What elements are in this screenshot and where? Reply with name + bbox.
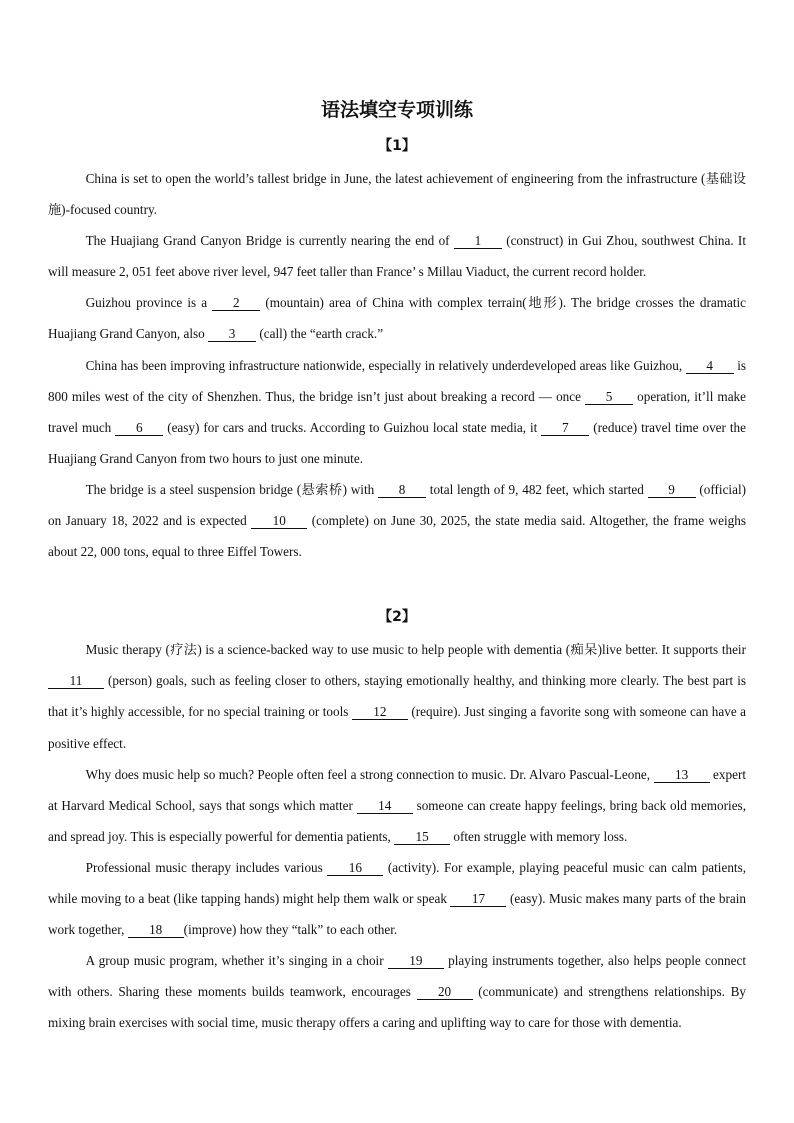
paragraph-text: A group music program, whether it’s singing in a choir: [85, 953, 388, 969]
paragraph-text: operation, it’ll make travel much: [48, 388, 746, 435]
answer-blank[interactable]: 7: [541, 420, 589, 436]
paragraph: [48, 474, 746, 567]
paragraph-text: (mountain) area of China with complex terrain(地形). The bridge crosses the dramatic Huajiang Grand Canyon, also: [48, 295, 747, 342]
paragraph: [48, 287, 746, 349]
answer-blank[interactable]: 19: [388, 953, 444, 969]
paragraph-text: (person) goals, such as feeling closer to others, staying emotionally healthy, and thinking more clearly. The best part is that it’s highly accessible, for no special training or tools: [48, 673, 746, 720]
paragraph-text: Professional music therapy includes various: [85, 859, 328, 875]
paragraph: [48, 852, 746, 945]
paragraph-text: (call) the “earth crack.”: [256, 326, 384, 342]
paragraph-text: (construct) in Gui Zhou, southwest China. It will measure 2, 051 feet above river level, 947 feet taller than France’ s Millau Viaduct, the current record holder.: [48, 233, 746, 280]
paragraph-text: The bridge is a steel suspension bridge (悬索桥) with: [85, 481, 379, 497]
paragraph-text: expert at Harvard Medical School, says that songs which matter: [48, 766, 746, 813]
paragraph-text: playing instruments together, also helps people connect with others. Sharing these moments builds teamwork, encourages: [48, 953, 746, 1000]
paragraph-text: (reduce) travel time over the Huajiang Grand Canyon from two hours to just one minute.: [48, 419, 746, 466]
paragraph-text: (easy). Music makes many parts of the brain work together,: [48, 890, 747, 938]
answer-blank[interactable]: 18: [128, 922, 184, 938]
answer-blank[interactable]: 17: [450, 891, 506, 907]
answer-blank[interactable]: 16: [327, 860, 383, 876]
answer-blank[interactable]: 14: [357, 798, 413, 814]
answer-blank[interactable]: 12: [352, 704, 408, 720]
paragraph-text: China is set to open the world’s tallest bridge in June, the latest achievement of engineering from the infrastructure (基础设施)-focused country.: [48, 171, 746, 218]
worksheet-page: [48, 96, 746, 1038]
paragraph-text: (complete) on June 30, 2025, the state media said. Altogether, the frame weighs about 22, 000 tons, equal to three Eiffel Towers.: [48, 513, 746, 560]
paragraph: [48, 759, 746, 852]
answer-blank[interactable]: 10: [251, 513, 307, 529]
paragraph-text: (improve) how they “talk” to each other.: [183, 922, 398, 938]
answer-blank[interactable]: 2: [212, 295, 260, 311]
answer-blank[interactable]: 8: [378, 482, 426, 498]
paragraph-text: total length of 9, 482 feet, which started: [426, 481, 648, 497]
answer-blank[interactable]: 4: [686, 358, 734, 374]
answer-blank[interactable]: 5: [585, 389, 633, 405]
answer-blank[interactable]: 20: [417, 984, 473, 1000]
paragraph-text: Music therapy (疗法) is a science-backed way to use music to help people with dementia (痴呆)live better. It supports their: [85, 642, 746, 658]
paragraph-text: (activity). For example, playing peaceful music can calm patients, while moving to a beat (like tapping hands) might help them walk or speak: [48, 859, 747, 906]
paragraph-text: Guizhou province is a: [85, 295, 213, 311]
section-heading: 【2】: [378, 609, 416, 626]
paragraph-text: someone can create happy feelings, bring back old memories, and spread joy. This is especially powerful for dementia patients,: [48, 797, 746, 844]
section-2-body: [48, 634, 746, 1038]
paragraph-text: (require). Just singing a favorite song with someone can have a positive effect.: [48, 704, 746, 751]
answer-blank[interactable]: 1: [454, 233, 502, 249]
answer-blank[interactable]: 3: [208, 326, 256, 342]
paragraph-text: The Huajiang Grand Canyon Bridge is currently nearing the end of: [85, 233, 454, 249]
paragraph-text: is 800 miles west of the city of Shenzhen. Thus, the bridge isn’t just about breaking a record — once: [48, 357, 746, 404]
paragraph-text: (easy) for cars and trucks. According to Guizhou local state media, it: [163, 419, 542, 435]
paragraph-text: China has been improving infrastructure nationwide, especially in relatively underdeveloped areas like Guizhou,: [85, 357, 686, 373]
page-title: 语法填空专项训练: [320, 99, 473, 121]
paragraph: [48, 350, 746, 474]
paragraph: [48, 945, 746, 1038]
paragraph-text: Why does music help so much? People often feel a strong connection to music. Dr. Alvaro Pascual-Leone,: [85, 766, 654, 782]
section-heading: 【1】: [378, 138, 416, 154]
paragraph: [48, 163, 746, 225]
section-2: [48, 607, 746, 1038]
section-1-body: [48, 163, 746, 567]
answer-blank[interactable]: 11: [48, 673, 104, 689]
paragraph-text: (official) on January 18, 2022 and is expected: [48, 481, 746, 529]
paragraph-text: often struggle with memory loss.: [450, 828, 628, 844]
answer-blank[interactable]: 15: [394, 829, 450, 845]
paragraph: [48, 225, 746, 287]
answer-blank[interactable]: 9: [648, 482, 696, 498]
section-1: [48, 136, 746, 567]
answer-blank[interactable]: 6: [115, 420, 163, 436]
answer-blank[interactable]: 13: [654, 767, 710, 783]
paragraph-text: (communicate) and strengthens relationships. By mixing brain exercises with social time, music therapy offers a caring and uplifting way to care for those with dementia.: [48, 984, 746, 1031]
paragraph: [48, 634, 746, 758]
